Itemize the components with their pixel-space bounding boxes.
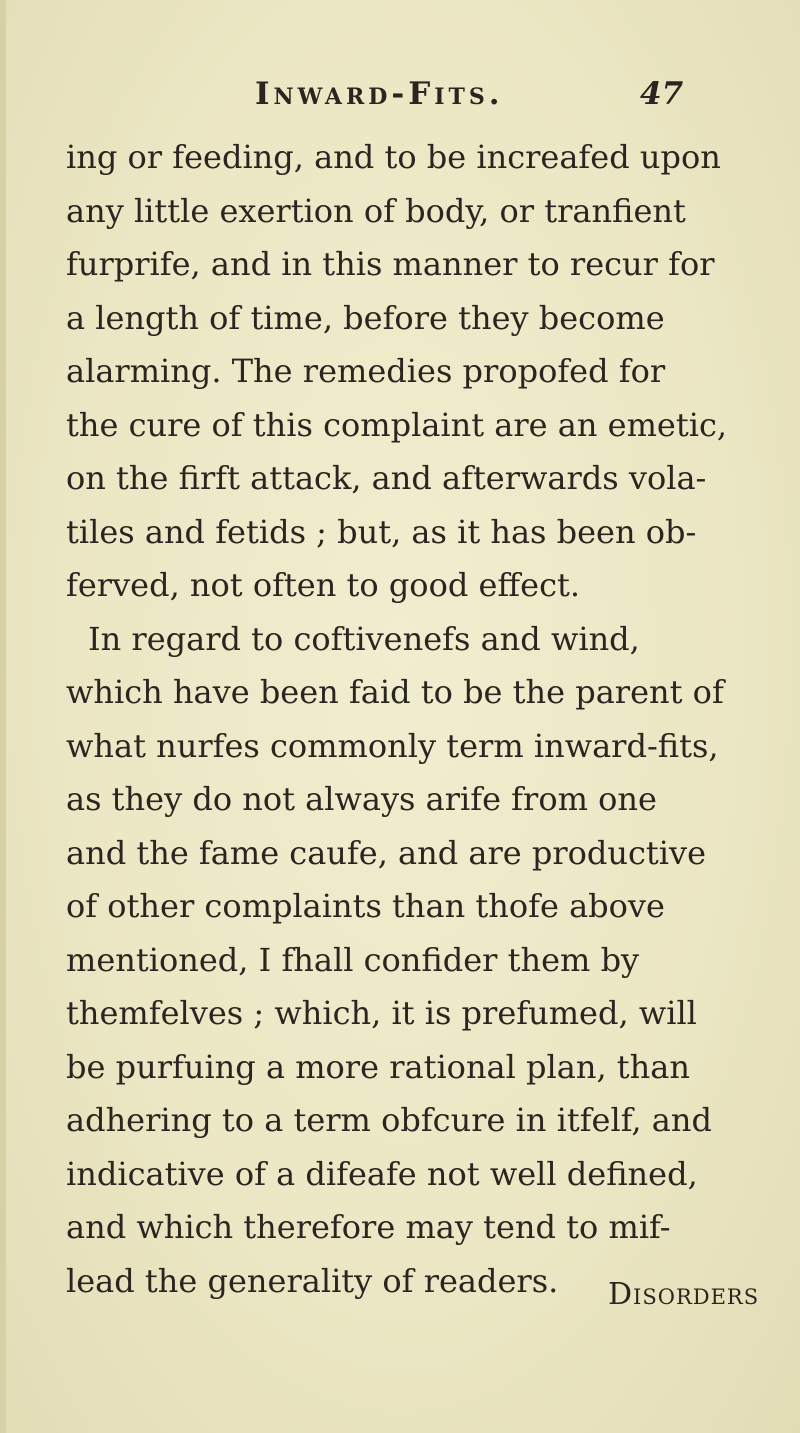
text-line: of other complaints than thofe above	[66, 887, 665, 925]
text-line: on the firft attack, and afterwards vola-	[66, 459, 707, 497]
text-line: furprife, and in this manner to recur for	[66, 245, 715, 283]
text-line: a length of time, before they become	[66, 298, 665, 337]
text-line: the cure of this complaint are an emetic,	[66, 405, 728, 444]
text-line: be purfuing a more rational plan, than	[66, 1047, 690, 1086]
page-header	[255, 76, 715, 126]
text-line: alarming. The remedies propofed for	[66, 352, 666, 390]
text-line: ferved, not often to good effect.	[66, 566, 581, 604]
text-line: tiles and fetids ; but, as it has been ob-	[66, 512, 697, 551]
text-line: any little exertion of body, or tranfient	[66, 191, 686, 230]
text-line: adhering to a term obfcure in itfelf, and	[66, 1101, 712, 1139]
text-line: indicative of a difeafe not well defined,	[66, 1154, 698, 1193]
page-number: 47	[640, 76, 684, 112]
body-text	[66, 131, 786, 1308]
page-edge-shadow	[0, 0, 6, 1433]
text-line: mentioned, I fhall confider them by	[66, 940, 640, 979]
text-line: as they do not always arife from one	[66, 780, 657, 818]
running-head: Inward-Fits.	[255, 76, 504, 112]
text-line: ing or feeding, and to be increafed upon	[66, 138, 721, 176]
paragraph-start-line: In regard to coftivenefs and wind,	[88, 619, 640, 658]
text-line: lead the generality of readers.	[66, 1261, 559, 1300]
text-line: which have been faid to be the parent of	[66, 673, 724, 711]
catchword: Disorders	[608, 1277, 760, 1312]
text-line: and which therefore may tend to mif-	[66, 1208, 671, 1246]
text-line: what nurfes commonly term inward-fits,	[66, 726, 719, 765]
text-line: themfelves ; which, it is prefumed, will	[66, 994, 697, 1032]
text-line: and the fame caufe, and are productive	[66, 833, 707, 872]
